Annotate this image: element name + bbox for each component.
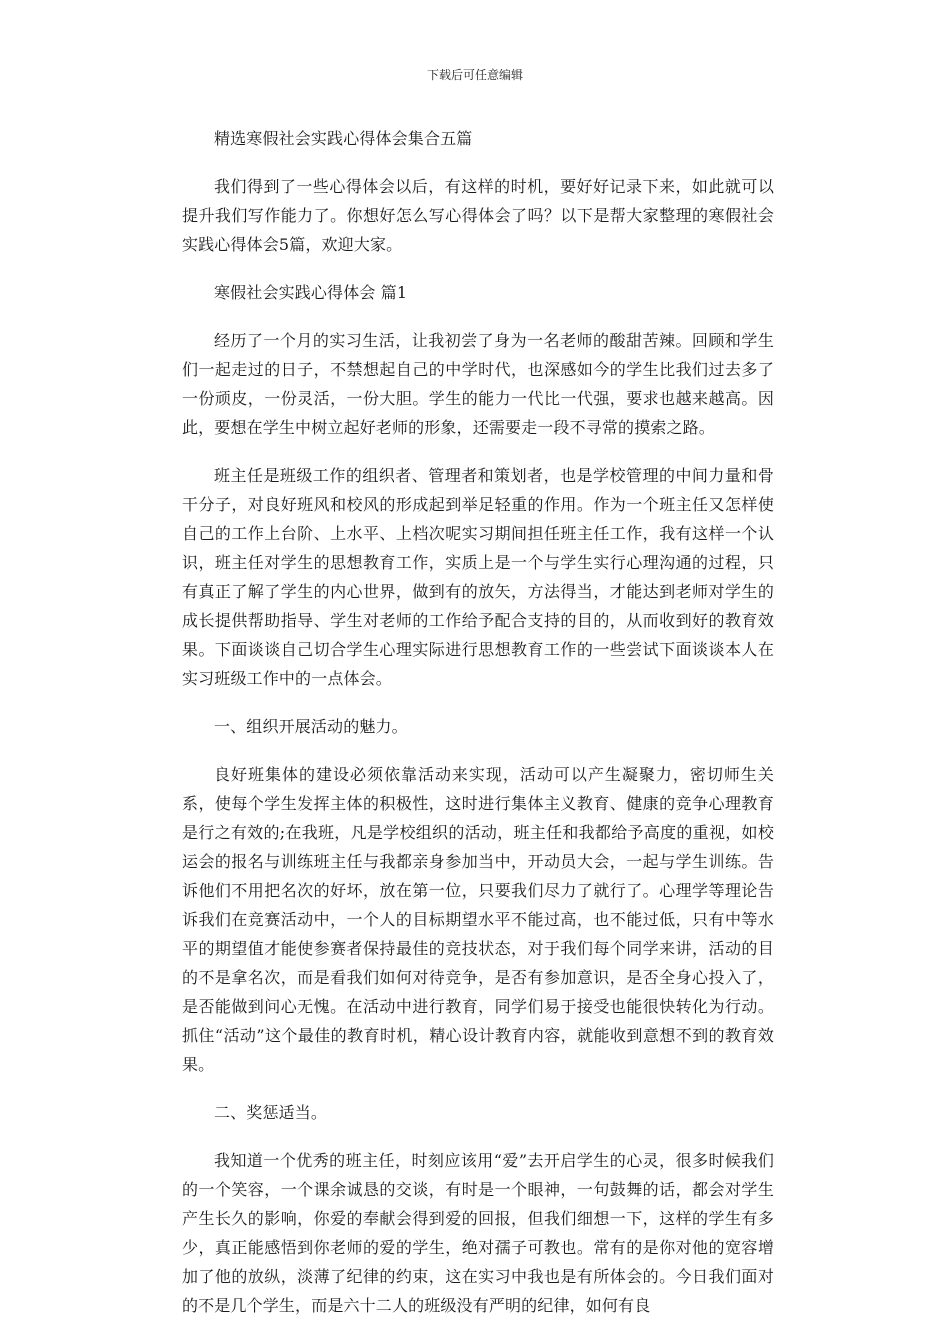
intro-paragraph: 我们得到了一些心得体会以后，有这样的时机，要好好记录下来，如此就可以提升我们写作能力了。你想好怎么写心得体会了吗？以下是帮大家整理的寒假社会实践心得体会5篇，欢迎大家。 xyxy=(182,177,774,254)
paragraph-4: 我知道一个优秀的班主任，时刻应该用“爱”去开启学生的心灵，很多时候我们的一个笑容，一个课余诚恳的交谈，有时是一个眼神，一句鼓舞的话，都会对学生产生长久的影响，你爱的奉献会得到爱的回报，但我们细想一下，这样的学生有多少，真正能感悟到你老师的爱的学生，绝对孺子可教也。常有的是你对他的宽容增加了他的放纵，淡薄了纪律的约束，这在实习中我也是有所体会的。今日我们面对的不是几个学生，而是六十二人的班级没有严明的纪律，如何有良 xyxy=(182,1151,774,1315)
document-body xyxy=(182,124,774,1339)
subheading-2: 二、奖惩适当。 xyxy=(214,1103,328,1122)
page-header-note: 下载后可任意编辑 xyxy=(426,68,523,82)
paragraph-3: 良好班集体的建设必须依靠活动来实现，活动可以产生凝聚力，密切师生关系，使每个学生发挥主体的积极性，这时进行集体主义教育、健康的竞争心理教育是行之有效的;在我班，凡是学校组织的活动，班主任和我都给予高度的重视，如校运会的报名与训练班主任与我都亲身参加当中，开动员大会，一起与学生训练。告诉他们不用把名次的好坏，放在第一位，只要我们尽力了就行了。心理学等理论告诉我们在竞赛活动中，一个人的目标期望水平不能过高，也不能过低，只有中等水平的期望值才能使参赛者保持最佳的竞技状态，对于我们每个同学来讲，活动的目的不是拿名次，而是看我们如何对待竞争，是否有参加意识，是否全身心投入了，是否能做到问心无愧。在活动中进行教育，同学们易于接受也能很快转化为行动。抓住“活动”这个最佳的教育时机，精心设计教育内容，就能收到意想不到的教育效果。 xyxy=(182,765,774,1074)
subheading-1: 一、组织开展活动的魅力。 xyxy=(214,717,408,736)
paragraph-2: 班主任是班级工作的组织者、管理者和策划者，也是学校管理的中间力量和骨干分子，对良好班风和校风的形成起到举足轻重的作用。作为一个班主任又怎样使自己的工作上台阶、上水平、上档次呢实习期间担任班主任工作，我有这样一个认识，班主任对学生的思想教育工作，实质上是一个与学生实行心理沟通的过程，只有真正了解了学生的内心世界，做到有的放矢，方法得当，才能达到老师对学生的成长提供帮助指导、学生对老师的工作给予配合支持的目的，从而收到好的教育效果。下面谈谈自己切合学生心理实际进行思想教育工作的一些尝试下面谈谈本人在实习班级工作中的一点体会。 xyxy=(182,466,774,688)
section-title: 寒假社会实践心得体会 篇1 xyxy=(214,283,408,302)
paragraph-1: 经历了一个月的实习生活，让我初尝了身为一名老师的酸甜苦辣。回顾和学生们一起走过的日子，不禁想起自己的中学时代，也深感如今的学生比我们过去多了一份顽皮，一份灵活，一份大胆。学生的能力一代比一代强，要求也越来越高。因此，要想在学生中树立起好老师的形象，还需要走一段不寻常的摸索之路。 xyxy=(182,331,774,437)
document-title: 精选寒假社会实践心得体会集合五篇 xyxy=(214,129,473,148)
